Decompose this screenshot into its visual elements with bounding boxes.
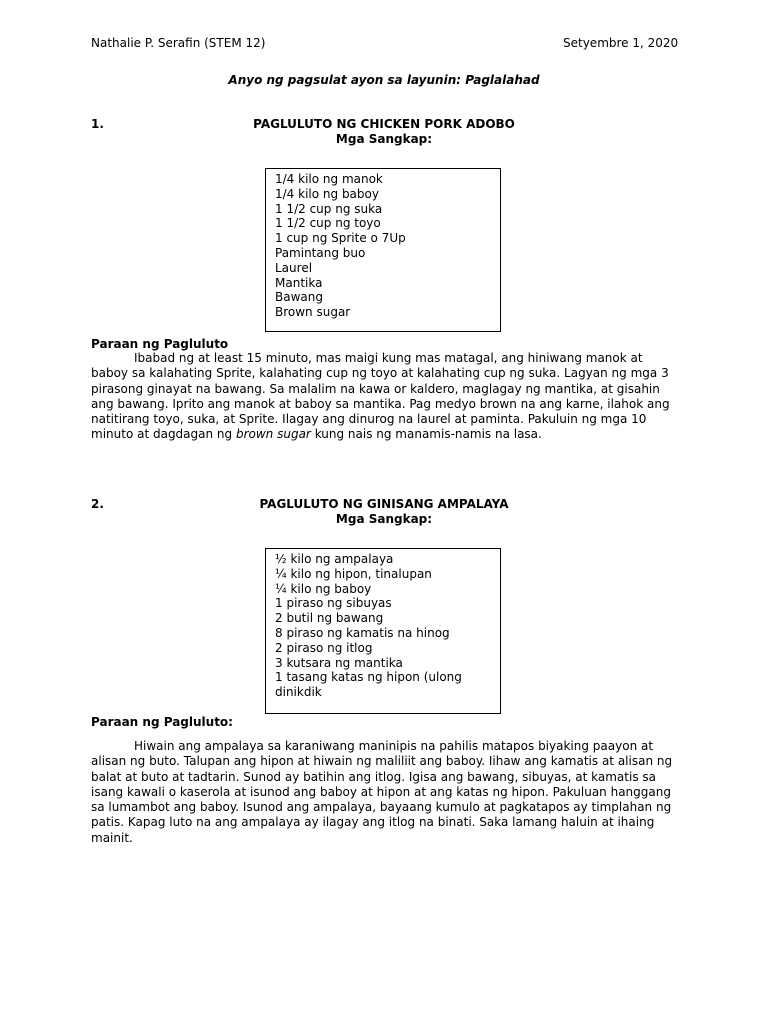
ingredient-item: Pamintang buo — [275, 245, 366, 260]
recipe-2-title: PAGLULUTO NG GINISANG AMPALAYA — [259, 497, 509, 511]
recipe-1-procedure-heading: Paraan ng Pagluluto — [91, 337, 229, 351]
ingredient-item: ¼ kilo ng hipon, tinalupan — [275, 566, 432, 581]
procedure-text-main: Hiwain ang ampalaya sa karaniwang maninipis na pahilis matapos biyaking paayon at alisan ng buto. Talupan ang hipon at hiwain ng maliliit ang baboy. Iihaw ang kamatis at alisan ng balat at buto at tadtarin. Sunod ay batihin ang itlog. Igisa ang bawang, sibuyas, at kamatis sa isang kawali o kaserola at isunod ang baboy at hipon at ang katas ng hipon. Pakuluan hanggang sa lumambot ang baboy. Isunod ang ampalaya, bayaang kumulo at pagkatapos ay timplahan ng patis. Kapag luto na ang ampalaya ay ilagay ang itlog na binati. Saka lamang haluin at ihaing mainit. — [91, 739, 673, 845]
recipe-2-procedure-heading: Paraan ng Pagluluto: — [91, 715, 233, 729]
recipe-2-procedure-text — [91, 739, 679, 846]
ingredient-item: 1/4 kilo ng baboy — [275, 186, 379, 201]
ingredient-item: 1/4 kilo ng manok — [275, 172, 383, 186]
procedure-text-italic: brown sugar — [235, 427, 311, 442]
ingredient-item: 2 piraso ng itlog — [275, 640, 373, 655]
ingredient-item: 8 piraso ng kamatis na hinog — [275, 625, 450, 640]
document-subtitle: Anyo ng pagsulat ayon sa layunin: Paglalahad — [228, 73, 540, 87]
ingredient-item: dinikdik — [275, 685, 322, 700]
ingredient-item: 2 butil ng bawang — [275, 611, 384, 626]
ingredient-item: Bawang — [275, 290, 323, 305]
recipe-2-number: 2. — [91, 497, 104, 511]
ingredient-item: 1 1/2 cup ng toyo — [275, 216, 381, 231]
recipe-1-title: PAGLULUTO NG CHICKEN PORK ADOBO — [253, 117, 515, 131]
recipe-1-procedure-text — [91, 351, 679, 443]
recipe-1-number: 1. — [91, 117, 104, 131]
ingredient-item: Brown sugar — [275, 305, 351, 320]
ingredient-item: ¼ kilo ng baboy — [275, 581, 372, 596]
ingredient-item: 1 piraso ng sibuyas — [275, 596, 392, 611]
ingredient-item: 3 kutsara ng mantika — [275, 655, 403, 670]
ingredient-item: ½ kilo ng ampalaya — [275, 552, 394, 566]
author-name: Nathalie P. Serafin (STEM 12) — [91, 36, 266, 50]
recipe-1-ingredients-heading: Mga Sangkap: — [335, 132, 433, 146]
recipe-2-ingredient-box — [265, 548, 501, 714]
ingredient-item: 1 tasang katas ng hipon (ulong — [275, 670, 462, 685]
ingredient-item: 1 cup ng Sprite o 7Up — [275, 231, 406, 246]
document-date: Setyembre 1, 2020 — [563, 36, 679, 50]
recipe-2-ingredients-heading: Mga Sangkap: — [335, 512, 433, 526]
ingredient-item: 1 1/2 cup ng suka — [275, 201, 383, 216]
procedure-text-main: Ibabad ng at least 15 minuto, mas maigi kung mas matagal, ang hiniwang manok at baboy sa kalahating Sprite, kalahating cup ng toyo at kalahating cup ng suka. Lagyan ng mga 3 pirasong ginayat na bawang. Sa malalim na kawa or kaldero, maglagay ng mantika, at gisahin ang bawang. Iprito ang manok at baboy sa mantika. Pag medyo brown na ang karne, ilahok ang natitirang toyo, suka, at Sprite. Ilagay ang dinurog na laurel at paminta. Pakuluin ng mga 10 minuto at dagdagan ng — [91, 351, 670, 442]
ingredient-item: Laurel — [275, 260, 313, 275]
recipe-1-ingredient-box — [265, 168, 501, 332]
procedure-text-end: kung nais ng manamis-namis na lasa. — [314, 427, 542, 442]
ingredient-item: Mantika — [275, 275, 323, 290]
